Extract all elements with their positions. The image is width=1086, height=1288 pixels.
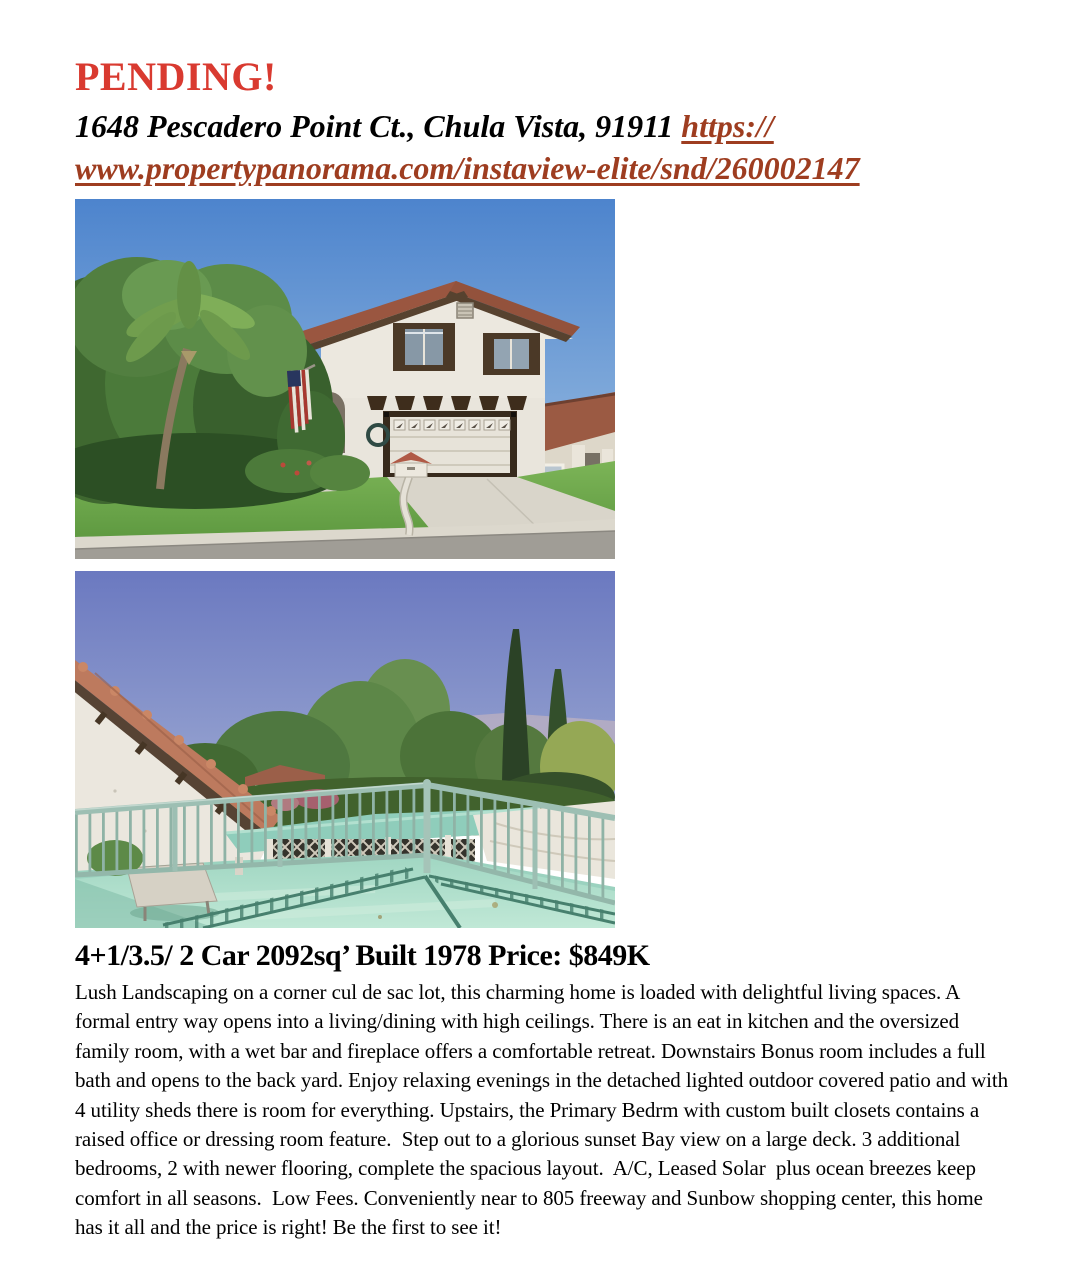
front-exterior-graphic	[75, 199, 615, 559]
url-line1: https://	[681, 108, 774, 144]
listing-description: Lush Landscaping on a corner cul de sac lot, this charming home is loaded with delightful living spaces. A formal entry way opens into a living/dining with high ceilings. There is an eat in kitchen and the oversized family room, with a wet bar and fireplace offers a comfortable retreat. Downstairs Bonus room includes a full bath and opens to the back yard. Enjoy relaxing evenings in the detached lighted outdoor covered patio and with 4 utility sheds there is room for everything. Upstairs, the Primary Bedrm with custom built closets contains a raised office or dressing room feature. Step out to a glorious sunset Bay view on a large deck. 3 additional bedrooms, 2 with newer flooring, complete the spacious layout. A/C, Leased Solar plus ocean breezes keep comfort in all seasons. Low Fees. Conveniently near to 805 freeway and Sunbow shopping center, this home has it all and the price is right! Be the first to see it!	[75, 980, 1014, 1240]
address-heading	[75, 105, 1011, 189]
address-text: 1648 Pescadero Point Ct., Chula Vista, 91911	[75, 108, 674, 144]
deck-view-graphic	[75, 571, 615, 928]
pending-status-banner: PENDING!	[75, 54, 277, 99]
photo-front-exterior	[75, 199, 615, 559]
url-line2: www.propertypanorama.com/instaview-elite/snd/260002147	[75, 150, 860, 186]
listing-summary-heading: 4+1/3.5/ 2 Car 2092sq’ Built 1978 Price: $849K	[75, 939, 650, 972]
photo-deck-view	[75, 571, 615, 928]
